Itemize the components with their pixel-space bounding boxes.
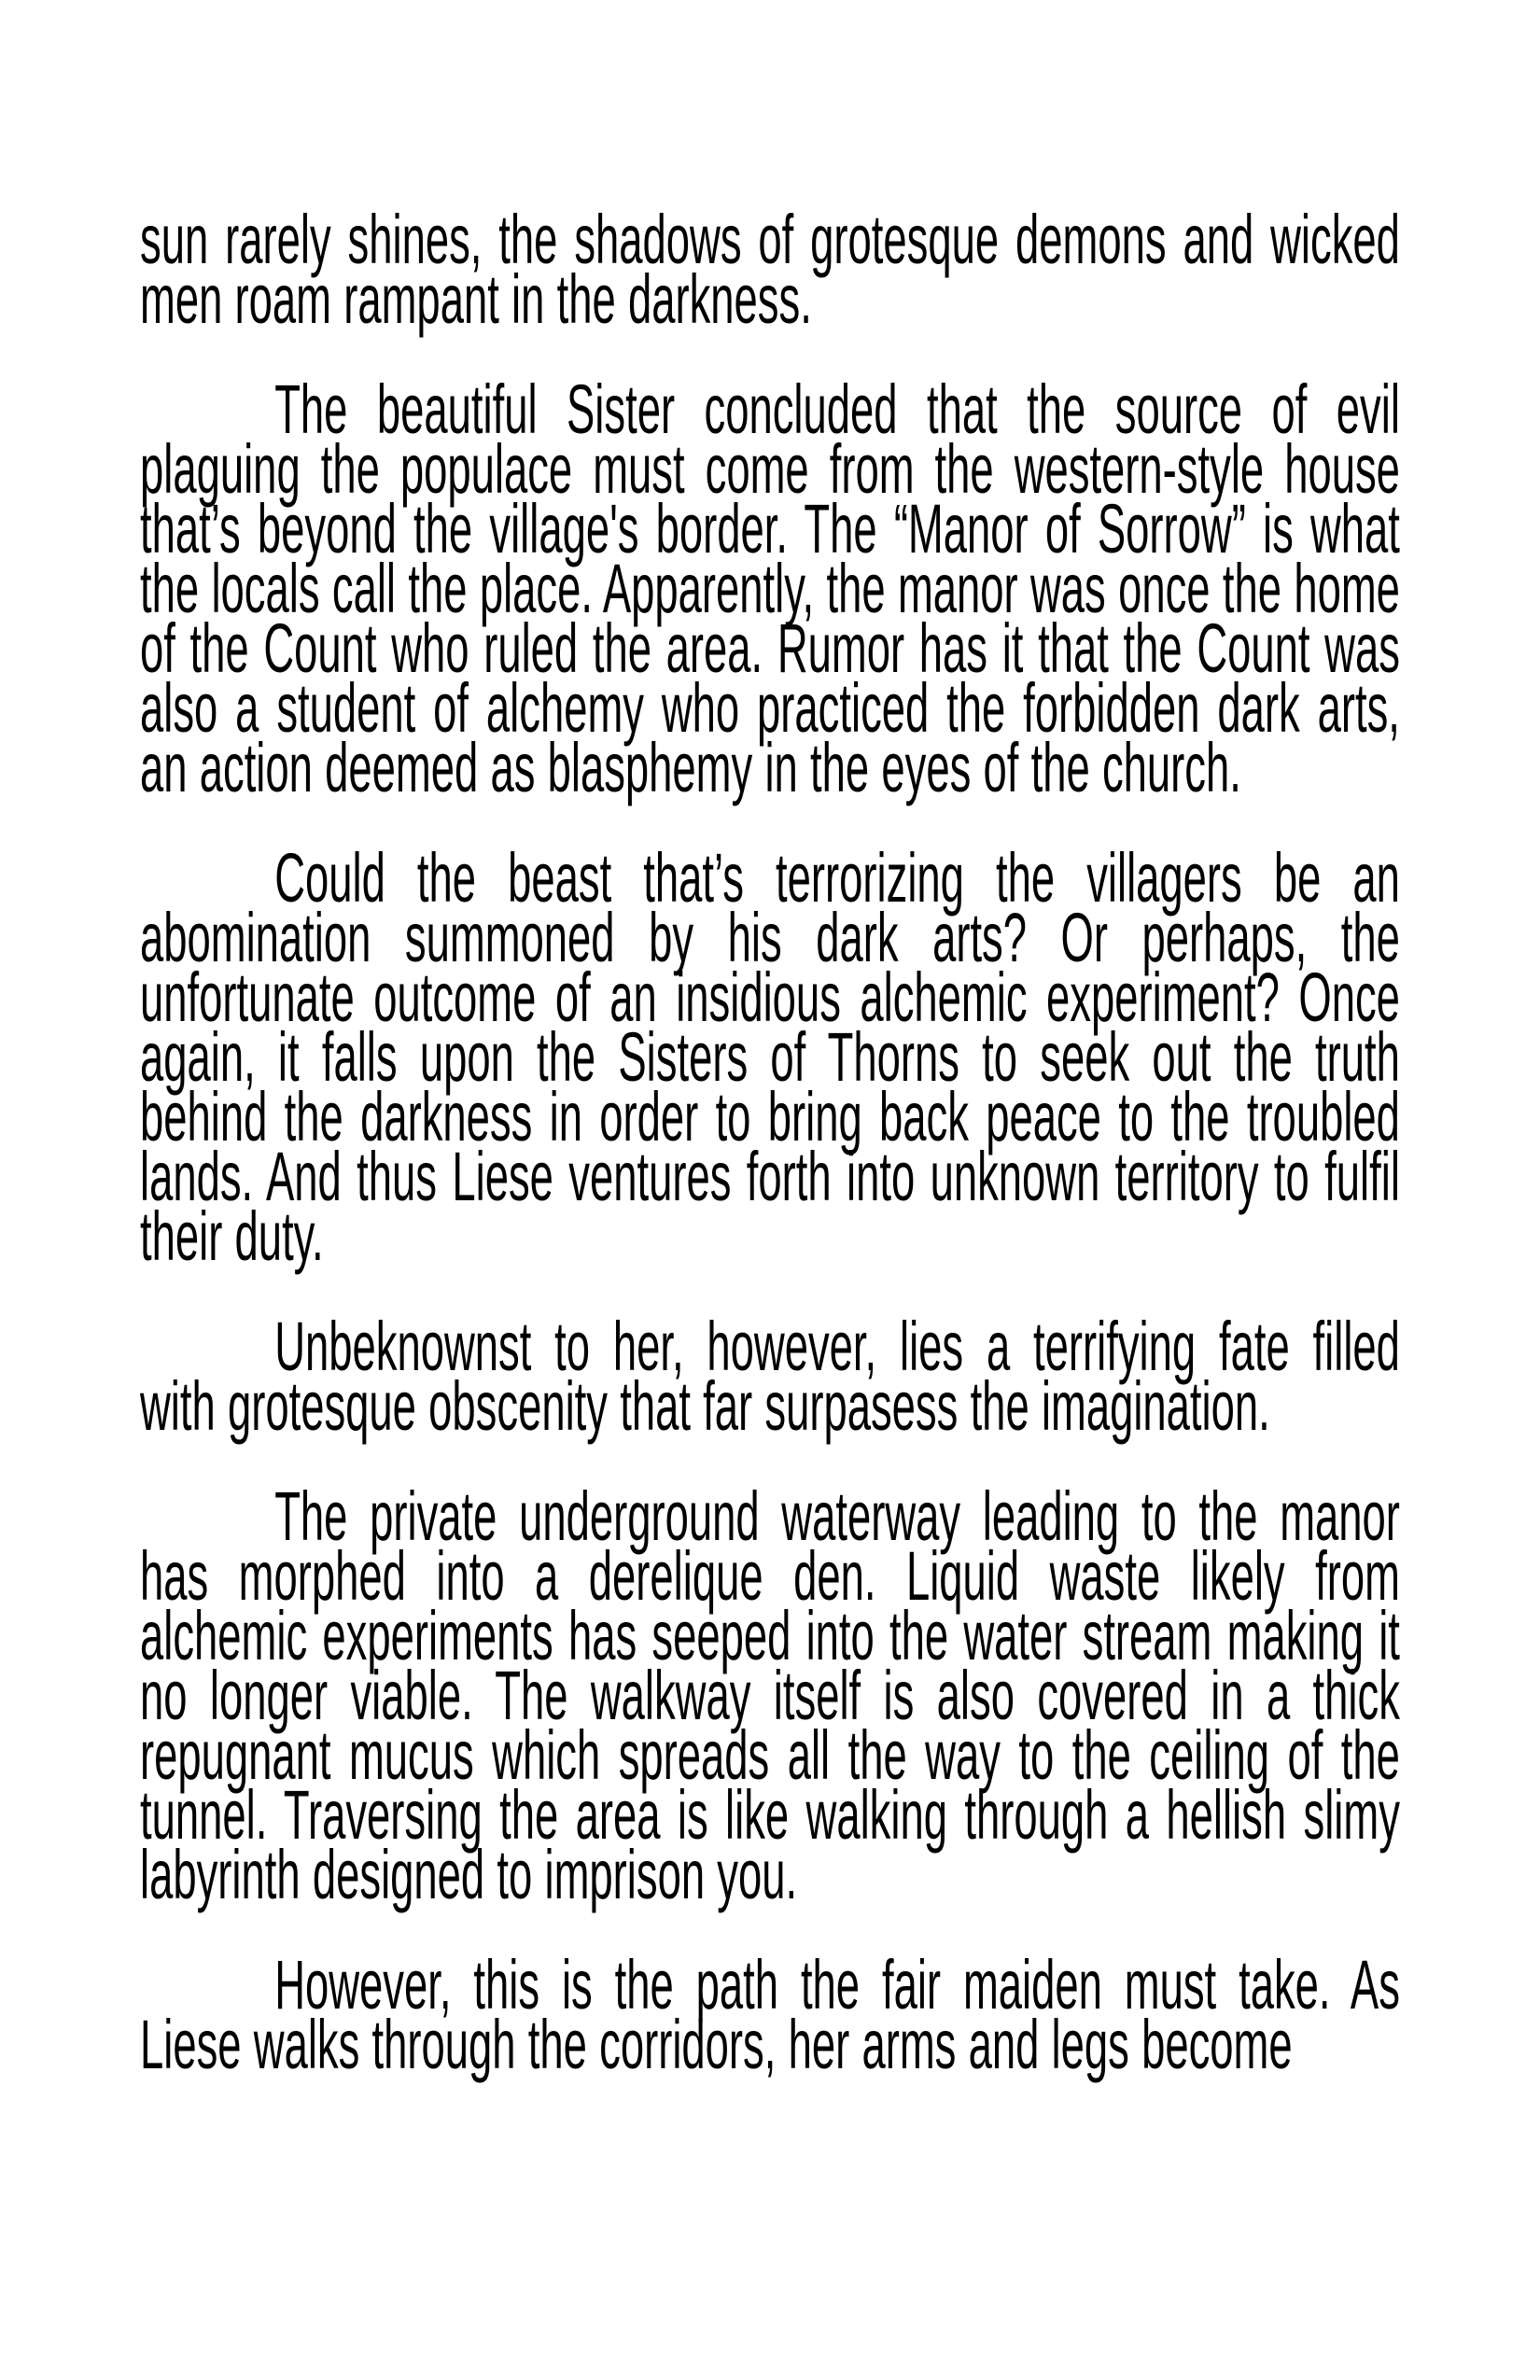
text-block [140,201,1400,2125]
paragraph-maiden-path: However, this is the path the fair maiden must take. As Liese walks through the corridors, her arms and legs become [140,1946,1400,2083]
paragraph-terrifying-fate: Unbeknownst to her, however, lies a terrifying fate filled with grotesque obscenity that far surpasess the imagination. [140,1308,1400,1445]
paragraph-continuation: sun rarely shines, the shadows of grotesque demons and wicked men roam rampant in the darkness. [140,201,1400,338]
paragraph-manor-of-sorrow: The beautiful Sister concluded that the source of evil plaguing the populace must come from the western-style house that’s beyond the village's border. The “Manor of Sorrow” is what the locals call the place. Apparently, the manor was once the home of the Count who ruled the area. Rumor has it that the Count was also a student of alchemy who practiced the forbidden dark arts, an action deemed as blasphemy in the eyes of the church. [140,371,1400,806]
paragraph-underground-waterway: The private underground waterway leading to the manor has morphed into a derelique den. Liquid waste likely from alchemic experiments has seeped into the water stream making it no longer viable. The walkway itself is also covered in a thick repugnant mucus which spreads all the way to the ceiling of the tunnel. Traversing the area is like walking through a hellish slimy labyrinth designed to imprison you. [140,1477,1400,1913]
paragraph-sisters-of-thorns: Could the beast that’s terrorizing the villagers be an abomination summoned by his dark arts? Or perhaps, the unfortunate outcome of an insidious alchemic experiment? Once again, it falls upon the Sisters of Thorns to seek out the truth behind the darkness in order to bring back peace to the troubled lands. And thus Liese ventures forth into unknown territory to fulfil their duty. [140,839,1400,1275]
